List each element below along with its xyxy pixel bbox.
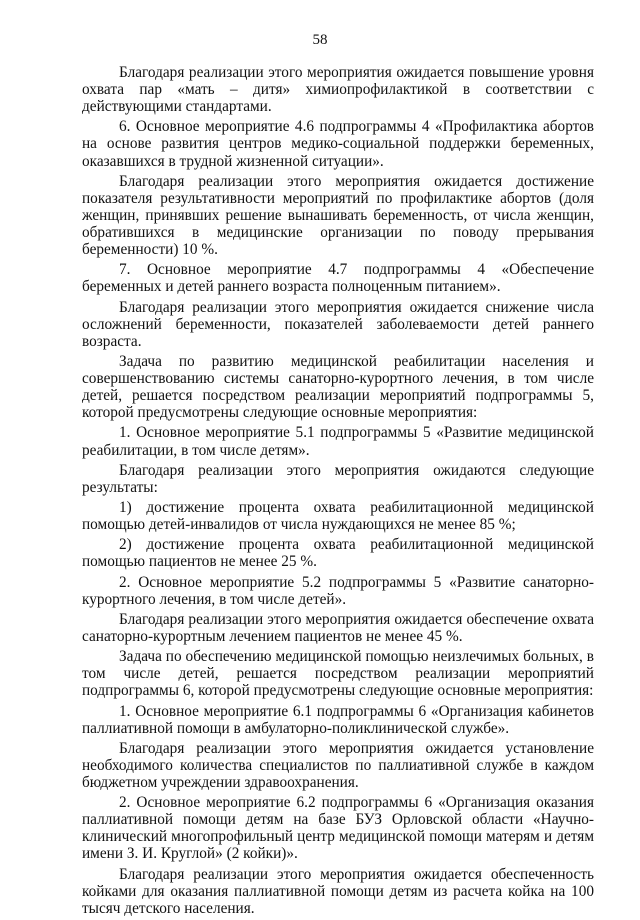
- paragraph: 1. Основное мероприятие 6.1 подпрограммы 6 «Организация кабинетов паллиативной помощи в амбулаторно-поликлинической службе».: [82, 702, 594, 737]
- page-number: 58: [312, 32, 328, 48]
- paragraph: 2) достижение процента охвата реабилитационной медицинской помощью пациентов не менее 25 %.: [82, 536, 594, 571]
- document-body: [82, 64, 594, 920]
- paragraph: 1) достижение процента охвата реабилитационной медицинской помощью детей-инвалидов от числа нуждающихся не менее 85 %;: [82, 499, 594, 534]
- paragraph: Благодаря реализации этого мероприятия ожидается достижение показателя результативности мероприятий по профилактике абортов (доля женщин, принявших решение вынашивать беременность, от числа женщин, обратившихся в медицинские организации по поводу прерывания беременности) 10 %.: [82, 172, 594, 259]
- paragraph: Задача по развитию медицинской реабилитации населения и совершенствованию системы санаторно-курортного лечения, в том числе детей, решается посредством реализации мероприятий подпрограммы 5, которой предусмотрены следующие основные мероприятия:: [82, 352, 594, 422]
- paragraph: Благодаря реализации этого мероприятия ожидается обеспеченность койками для оказания паллиативной помощи детям из расчета койка на 100 тысяч детского населения.: [82, 865, 594, 917]
- paragraph: 7. Основное мероприятие 4.7 подпрограммы 4 «Обеспечение беременных и детей раннего возраста полноценным питанием».: [82, 261, 594, 296]
- paragraph: 2. Основное мероприятие 5.2 подпрограммы 5 «Развитие санаторно-курортного лечения, в том числе детей».: [82, 573, 594, 608]
- paragraph: 6. Основное мероприятие 4.6 подпрограммы 4 «Профилактика абортов на основе развития центров медико-социальной поддержки беременных, оказавшихся в трудной жизненной ситуации».: [82, 118, 594, 170]
- paragraph: Задача по обеспечению медицинской помощью неизлечимых больных, в том числе детей, решается посредством реализации мероприятий подпрограммы 6, которой предусмотрены следующие основные мероприятия:: [82, 648, 594, 700]
- paragraph: Благодаря реализации этого мероприятия ожидаются следующие результаты:: [82, 461, 594, 496]
- paragraph: 1. Основное мероприятие 5.1 подпрограммы 5 «Развитие медицинской реабилитации, в том числе детям».: [82, 424, 594, 459]
- paragraph: Благодаря реализации этого мероприятия ожидается обеспечение охвата санаторно-курортным лечением пациентов не менее 45 %.: [82, 610, 594, 645]
- paragraph: Благодаря реализации этого мероприятия ожидается снижение числа осложнений беременности, показателей заболеваемости детей раннего возраста.: [82, 298, 594, 350]
- paragraph: 2. Основное мероприятие 6.2 подпрограммы 6 «Организация оказания паллиативной помощи детям на базе БУЗ Орловской области «Научно-клинический многопрофильный центр медицинской помощи матерям и детям имени З. И. Круглой» (2 койки)».: [82, 794, 594, 863]
- paragraph: Благодаря реализации этого мероприятия ожидается повышение уровня охвата пар «мать – дитя» химиопрофилактикой в соответствии с действующими стандартами.: [82, 64, 594, 116]
- paragraph: Благодаря реализации этого мероприятия ожидается установление необходимого количества специалистов по паллиативной службе в каждом бюджетном учреждении здравоохранения.: [82, 739, 594, 791]
